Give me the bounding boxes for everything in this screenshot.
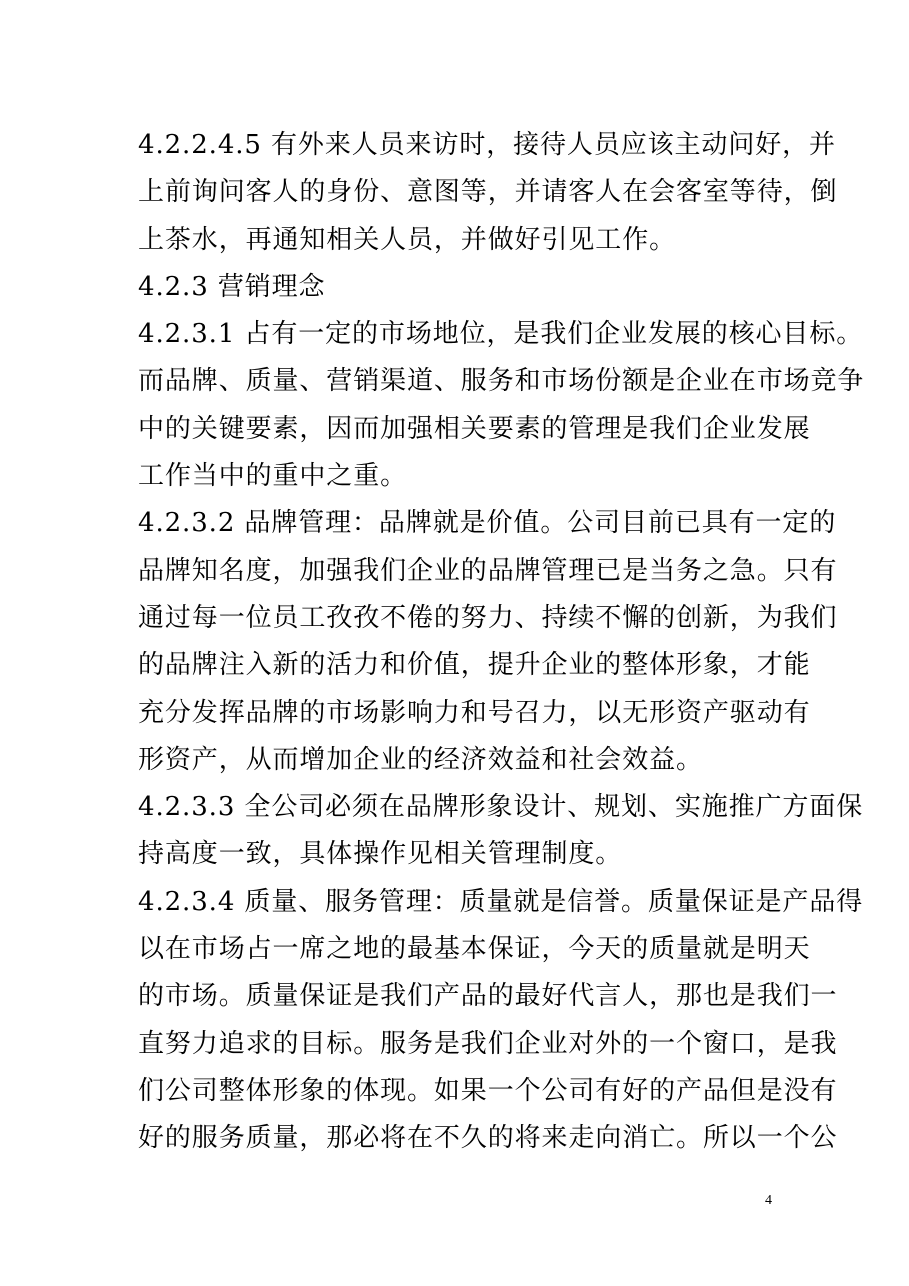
text-line: 上茶水，再通知相关人员，并做好引见工作。 (138, 224, 677, 255)
text-line: 4.2.3.2 品牌管理：品牌就是价值。公司目前已具有一定的 (138, 508, 837, 539)
text-line: 而品牌、质量、营销渠道、服务和市场份额是企业在市场竞争 (138, 366, 865, 397)
page-number: 4 (765, 1193, 772, 1208)
text-line: 工作当中的重中之重。 (138, 461, 408, 492)
body-text (138, 122, 865, 1163)
text-line: 4.2.2.4.5 有外来人员来访时，接待人员应该主动问好，并 (138, 130, 836, 160)
text-line: 充分发挥品牌的市场影响力和号召力，以无形资产驱动有 (138, 697, 811, 728)
text-line: 好的服务质量，那必将在不久的将来走向消亡。所以一个公 (138, 1123, 838, 1154)
text-line: 直努力追求的目标。服务是我们企业对外的一个窗口，是我 (138, 1028, 838, 1059)
text-line: 形资产，从而增加企业的经济效益和社会效益。 (138, 744, 703, 775)
text-line: 上前询问客人的身份、意图等，并请客人在会客室等待，倒 (138, 177, 838, 208)
text-line: 通过每一位员工孜孜不倦的努力、持续不懈的创新，为我们 (138, 602, 838, 633)
text-line: 中的关键要素，因而加强相关要素的管理是我们企业发展 (138, 413, 811, 444)
text-line: 的市场。质量保证是我们产品的最好代言人，那也是我们一 (138, 981, 838, 1012)
text-line: 以在市场占一席之地的最基本保证，今天的质量就是明天 (138, 934, 811, 965)
text-line: 4.2.3.3 全公司必须在品牌形象设计、规划、实施推广方面保 (138, 792, 864, 823)
text-line: 品牌知名度，加强我们企业的品牌管理已是当务之急。只有 (138, 555, 838, 586)
text-line: 4.2.3.1 占有一定的市场地位，是我们企业发展的核心目标。 (138, 319, 864, 350)
text-line: 4.2.3.4 质量、服务管理：质量就是信誉。质量保证是产品得 (138, 886, 864, 917)
section-heading: 4.2.3 营销理念 (138, 271, 326, 302)
text-line: 的品牌注入新的活力和价值，提升企业的整体形象，才能 (138, 650, 811, 681)
text-line: 们公司整体形象的体现。如果一个公司有好的产品但是没有 (138, 1075, 838, 1106)
text-line: 持高度一致，具体操作见相关管理制度。 (138, 839, 623, 870)
